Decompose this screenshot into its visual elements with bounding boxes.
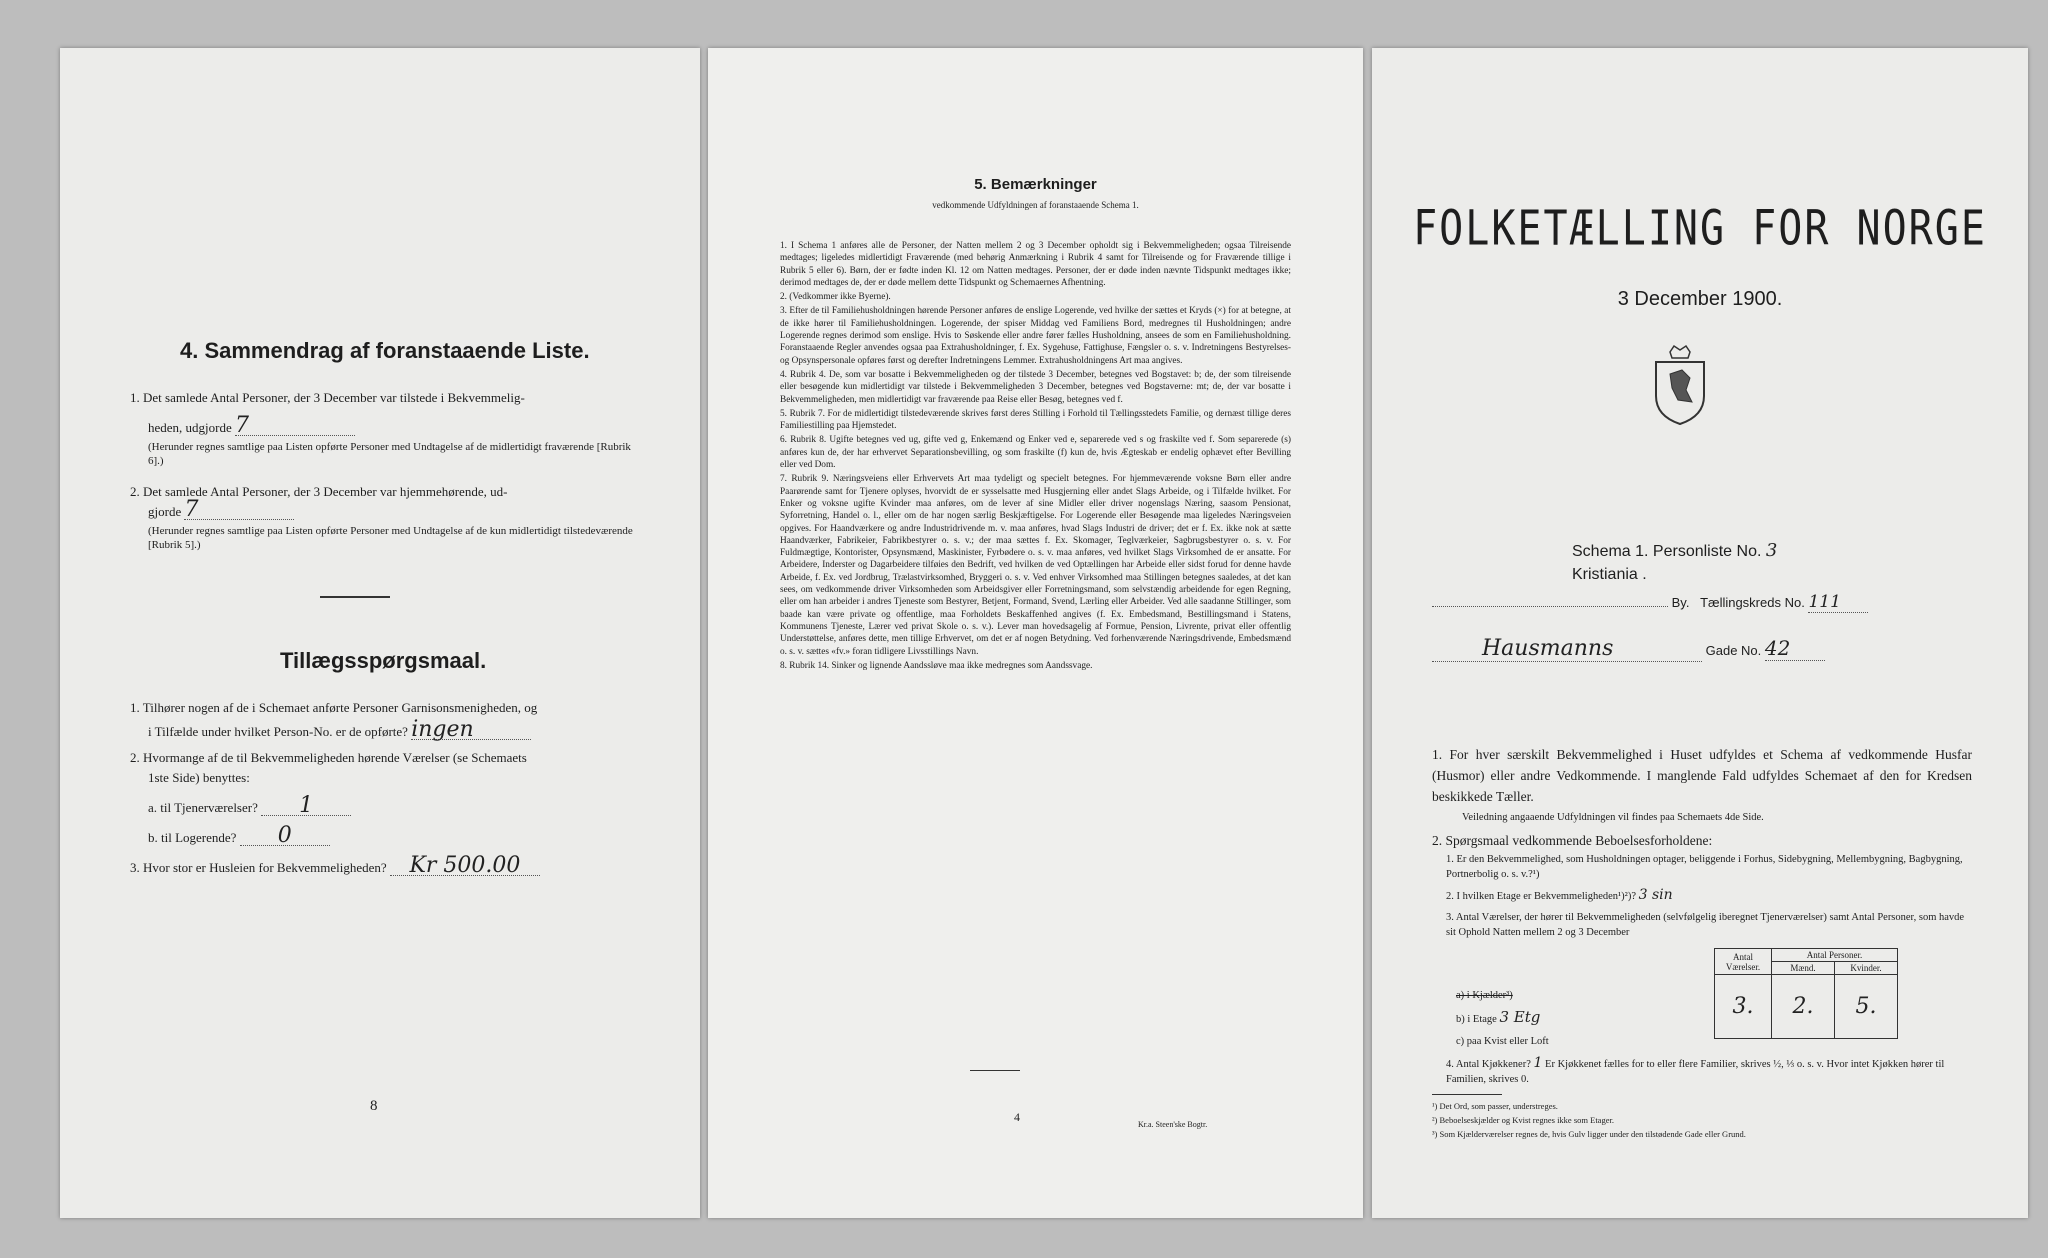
schema-line: [1572, 540, 1777, 561]
question-kitchens-row: [1446, 1056, 1976, 1087]
remark-item: 1. I Schema 1 anføres alle de Personer, der Natten mellem 2 og 3 December opholdt sig i Bekvemmeligheden; ogsaa Tilreisende medtages; ligeledes midlertidigt Fraværende (med behørig Anmærkning i Rubrik 4 samt for Tilreisende og for Fraværende tillige i Rubrik 5 eller 6). Børn, der er fødte inden Kl. 12 om Natten medtages. Personer, der er døde inden nævnte Tidspunkt medtages ikke; derimod medtages de, der er døde mellem dette Tidspunkt og Schemaernes Afhentning.: [780, 241, 1291, 288]
city: Kristiania .: [1572, 566, 1647, 583]
s2a-label: a. til Tjenerværelser?: [148, 800, 258, 815]
s1-line2: [148, 717, 668, 742]
footnote-divider: [1432, 1094, 1502, 1095]
women-value: 5.: [1835, 975, 1898, 1039]
remark-item: 8. Rubrik 14. Sinker og lignende Aandssløve maa ikke medregnes som Aandssvage.: [780, 660, 1093, 671]
q2-label: gjorde: [148, 504, 182, 519]
header-women: Kvinder.: [1835, 962, 1898, 975]
city-dots: [1432, 606, 1668, 607]
header-rooms: Antal Værelser.: [1715, 949, 1772, 975]
remark-item: 5. Rubrik 7. For de midlertidigt tilstedeværende skrives først deres Stilling i Forhold til Tællingsstedets Familie, og dernæst tillige deres Familiestilling paa Hjemstedet.: [780, 408, 1291, 432]
q1-note: (Herunder regnes samtlige paa Listen opførte Personer med Undtagelse af de midlertidigt fraværende [Rubrik 6].): [148, 441, 631, 467]
s2b-answer: 0: [240, 826, 330, 846]
kitchens-answer: 1: [1533, 1055, 1543, 1071]
divider: [970, 1070, 1020, 1071]
census-date: 3 December 1900.: [1617, 288, 1783, 310]
remark-item: 4. Rubrik 4. De, som var bosatte i Bekvemmeligheden og der tilstede 3 December, betegnes ved Bogstavet: b; de, der som tilreisende eller besøgende kun midlertidigt var tilstede i Bekvemmeligheden 3 December, betegnes ved Bogstaverne: mt; de, der var bosatte i Bekvemmeligheden, men midlertidigt var fraværende paa Reise eller Besøg, betegnes ved f.: [780, 369, 1291, 405]
s2b-row: [148, 823, 668, 848]
street-name: Hausmanns: [1432, 636, 1702, 662]
q2-answer: 7: [184, 500, 294, 520]
question-location: 1. Er den Bekvemmelighed, som Husholdningen optager, beliggende i Forhus, Sidebygning, Mellembygning, Bagbygning, Portnerbolig o. s. v.?¹): [1446, 854, 1963, 880]
gade-label: Gade No.: [1705, 643, 1762, 658]
q2-note: (Herunder regnes samtlige paa Listen opførte Personer med Undtagelse af de kun midlertidigt tilstedeværende [Rubrik 5].): [148, 525, 633, 551]
s1-label: i Tilfælde under hvilket Person-No. er de opførte?: [148, 724, 408, 739]
row-b-text: b) i Etage: [1456, 1014, 1497, 1025]
district-line: [1432, 592, 1972, 613]
q2-text: 2. Det samlede Antal Personer, der 3 December var hjemmehørende, ud-: [130, 484, 508, 499]
question-kitchens: 4. Antal Kjøkkener?: [1446, 1059, 1531, 1070]
s2-line2: 1ste Side) benyttes:: [148, 770, 250, 785]
remarks-title: 5. Bemærkninger: [974, 176, 1097, 193]
footnote-2: ²) Beboelseskjælder og Kvist regnes ikke som Etager.: [1432, 1115, 1614, 1125]
remarks-subtitle: vedkommende Udfyldningen af foranstaaende Schema 1.: [932, 200, 1139, 210]
floor-answer: 3 sin: [1638, 887, 1673, 903]
divider: [320, 596, 390, 598]
supplement-title: Tillægsspørgsmaal.: [280, 648, 487, 673]
printer-imprint: Kr.a. Steen'ske Bogtr.: [1138, 1120, 1208, 1129]
occupancy-table: [1714, 948, 1898, 1039]
instruction-2-title: 2. Spørgsmaal vedkommende Beboelsesforholdene:: [1432, 833, 1713, 848]
row-b-answer: 3 Etg: [1499, 1008, 1541, 1026]
question-floor: 2. I hvilken Etage er Bekvemmeligheden¹)²)?: [1446, 891, 1636, 902]
s2a-answer: 1: [261, 796, 351, 816]
q1-answer: 7: [235, 416, 355, 436]
schema-label: Schema 1. Personliste No.: [1572, 543, 1762, 560]
instruction-1-note: Veiledning angaaende Udfyldningen vil findes paa Schemaets 4de Side.: [1462, 812, 1764, 823]
row-c-label: c) paa Kvist eller Loft: [1456, 1036, 1549, 1047]
left-page: [60, 48, 700, 1218]
kitchens-note: Er Kjøkkenet fælles for to eller flere Familier, skrives ½, ⅓ o. s. v. Hvor intet Kjøkken hører til Familien, skrives 0.: [1446, 1059, 1945, 1085]
page-number: 8: [370, 1098, 378, 1114]
s2-text: 2. Hvormange af de til Bekvemmeligheden hørende Værelser (se Schemaets: [130, 750, 527, 765]
page-number: 4: [1014, 1110, 1020, 1124]
header-men: Mænd.: [1772, 962, 1835, 975]
s3-answer: Kr 500.00: [390, 856, 540, 876]
remark-item: 6. Rubrik 8. Ugifte betegnes ved ug, gifte ved g, Enkemænd og Enker ved e, separerede ved s og fraskilte ved f. Som separerede (s) anføres kun de, der har erhvervet Separationsbevilling, og som fraskilte (f) kun de, hvis Ægteskab er endelig ophævet efter Bevilling eller ved Dom.: [780, 435, 1291, 471]
s2a-row: [148, 793, 668, 818]
s3-label: 3. Hvor stor er Husleien for Bekvemmeligheden?: [130, 860, 387, 875]
men-value: 2.: [1772, 975, 1835, 1039]
coat-of-arms-icon: [1648, 344, 1712, 428]
question-rooms: 3. Antal Værelser, der hører til Bekvemmeligheden (selvfølgelig iberegnet Tjenerværelser) samt Antal Personer, som havde sit Ophold Natten mellem 2 og 3 December: [1446, 912, 1965, 938]
by-label: By.: [1671, 595, 1690, 610]
s2b-label: b. til Logerende?: [148, 830, 237, 845]
footnote-3: ³) Som Kjælderværelser regnes de, hvis Gulv ligger under den tilstødende Gade eller Grund.: [1432, 1129, 1746, 1139]
s1-answer: ingen: [411, 720, 531, 740]
street-line: [1432, 636, 1972, 662]
footnote-1: ¹) Det Ord, som passer, understreges.: [1432, 1101, 1558, 1111]
district-label: Tællingskreds No.: [1700, 595, 1805, 610]
question-floor-row: [1446, 888, 1976, 904]
rooms-value: 3.: [1715, 975, 1772, 1039]
q1-line2: [148, 413, 648, 438]
q2-line2: [148, 497, 648, 522]
middle-page: [708, 48, 1363, 1218]
main-title: FOLKETÆLLING FOR NORGE: [1413, 201, 1987, 257]
right-page: [1372, 48, 2028, 1218]
remarks-body: [780, 240, 1291, 674]
gade-number: 42: [1765, 636, 1825, 661]
remark-item: 3. Efter de til Familiehusholdningen hørende Personer anføres de enslige Logerende, ved hvilke der sættes et Kryds (×) for at betegne, at de ikke hører til Familiehusholdningen. Logerende, der spiser Middag ved Familiens Bord, medregnes til Husholdningen; andre Logerende regnes derimod som enslige. Hvis to Søskende eller andre fører fælles Husholdning, ansees de som en Familiehusholdning. Foranstaaende Regler anvendes ogsaa paa Extrahusholdninger, f. Ex. Sygehuse, Fattighuse, Fængsler o. s. v. Indretningens Bestyrelses- og Opsynspersonale opføres først og derefter Indretningens Lemmer. Extrahusholdningens Art maa angives.: [780, 306, 1291, 366]
row-a-label: [1456, 988, 1513, 1003]
row-a-text: a) i Kjælder³): [1456, 990, 1513, 1001]
district-number: 111: [1808, 592, 1868, 613]
q1-label: heden, udgjorde: [148, 420, 232, 435]
q1-text: 1. Det samlede Antal Personer, der 3 December var tilstede i Bekvemmelig-: [130, 390, 525, 405]
instruction-1: 1. For hver særskilt Bekvemmelighed i Huset udfyldes et Schema af vedkommende Husfar (Husmor) eller andre Vedkommende. I manglende Fald udfyldes Schemaet af den for Kredsen beskikkede Tæller.: [1432, 747, 1972, 804]
row-b-label: [1456, 1010, 1540, 1027]
remark-item: 7. Rubrik 9. Næringsveiens eller Erhvervets Art maa tydeligt og specielt betegnes. For hjemmeværende voksne Børn eller andre Paarørende samt for Tjenere oplyses, hvorvidt de er sysselsatte med Husgjerning eller andet Slags Arbeide, og i Tilfælde hvilket. For Enker og voksne ugifte Kvinder maa anføres, om de lever af sine Midler eller driver nogenslags Næring, saasom Pensionat, Syforretning, Handel o. l., eller om de har nogen særlig Beskjæftigelse. For Logerende eller Besøgende maa ligeledes Næringsveien opgives. For Haandværkere og andre Industridrivende m. v. maa anføres, hvad Slags Industri de driver; det er f. Ex. ikke nok at sætte Haandværker, Fabrikeier, Fabrikbestyrer o. s. v.; der maa sættes f. Ex. Skomager, Teglværkeier, Sagbrugsbestyrer o. s. v. For Fuldmægtige, Kontorister, Opsynsmænd, Maskinister, Fyrbødere o. s. v. maa anføres, ved hvilket Slags Virksomhed de er ansatte. For Arbeidere, Inderster og Dagarbeidere tilføies den Bedrift, ved hvilken de ved Optællingen har Arbeide eller sidst forud for denne havde Arbeide, f. Ex. ved Jordbrug, Trælastvirksomhed, Bryggeri o. s. v. Ved enhver Virksomhed maa Stillingen betegnes saaledes, at det kan sees, om vedkommende driver Virksomheden som Arbeidsgiver eller Forretningsmand, som selvstændig arbeidende for egen Regning, eller om han arbeider i andres Tjeneste som Bestyrer, Betjent, Formand, Svend, Lærling eller Arbeider. Ved alle saadanne Stillinger, som baade kan være private og offentlige, maa Forholdets Beskaffenhed angives (f. Ex. Embedsmand, Bestillingsmand i Statens, Kommunens Tjeneste, Lærer ved privat Skole o. s. v.). Lever man hovedsagelig af Formue, Pension, Livrente, privat eller offentlig Understøttelse, anføres dette, men tillige Erhvervet, om det er af nogen Betydning. Ved forhenværende Næringsdrivende, Embedsmænd o. s. v. sættes «fv.» foran tidligere Livsstillings Navn.: [780, 474, 1291, 657]
s1-text: 1. Tilhører nogen af de i Schemaet anførte Personer Garnisonsmenigheden, og: [130, 700, 538, 715]
remark-item: 2. (Vedkommer ikke Byerne).: [780, 292, 891, 303]
s3-row: [130, 853, 670, 878]
header-persons: Antal Personer.: [1772, 949, 1898, 962]
section4-title: 4. Sammendrag af foranstaaende Liste.: [180, 338, 590, 363]
schema-number: 3: [1765, 540, 1778, 561]
